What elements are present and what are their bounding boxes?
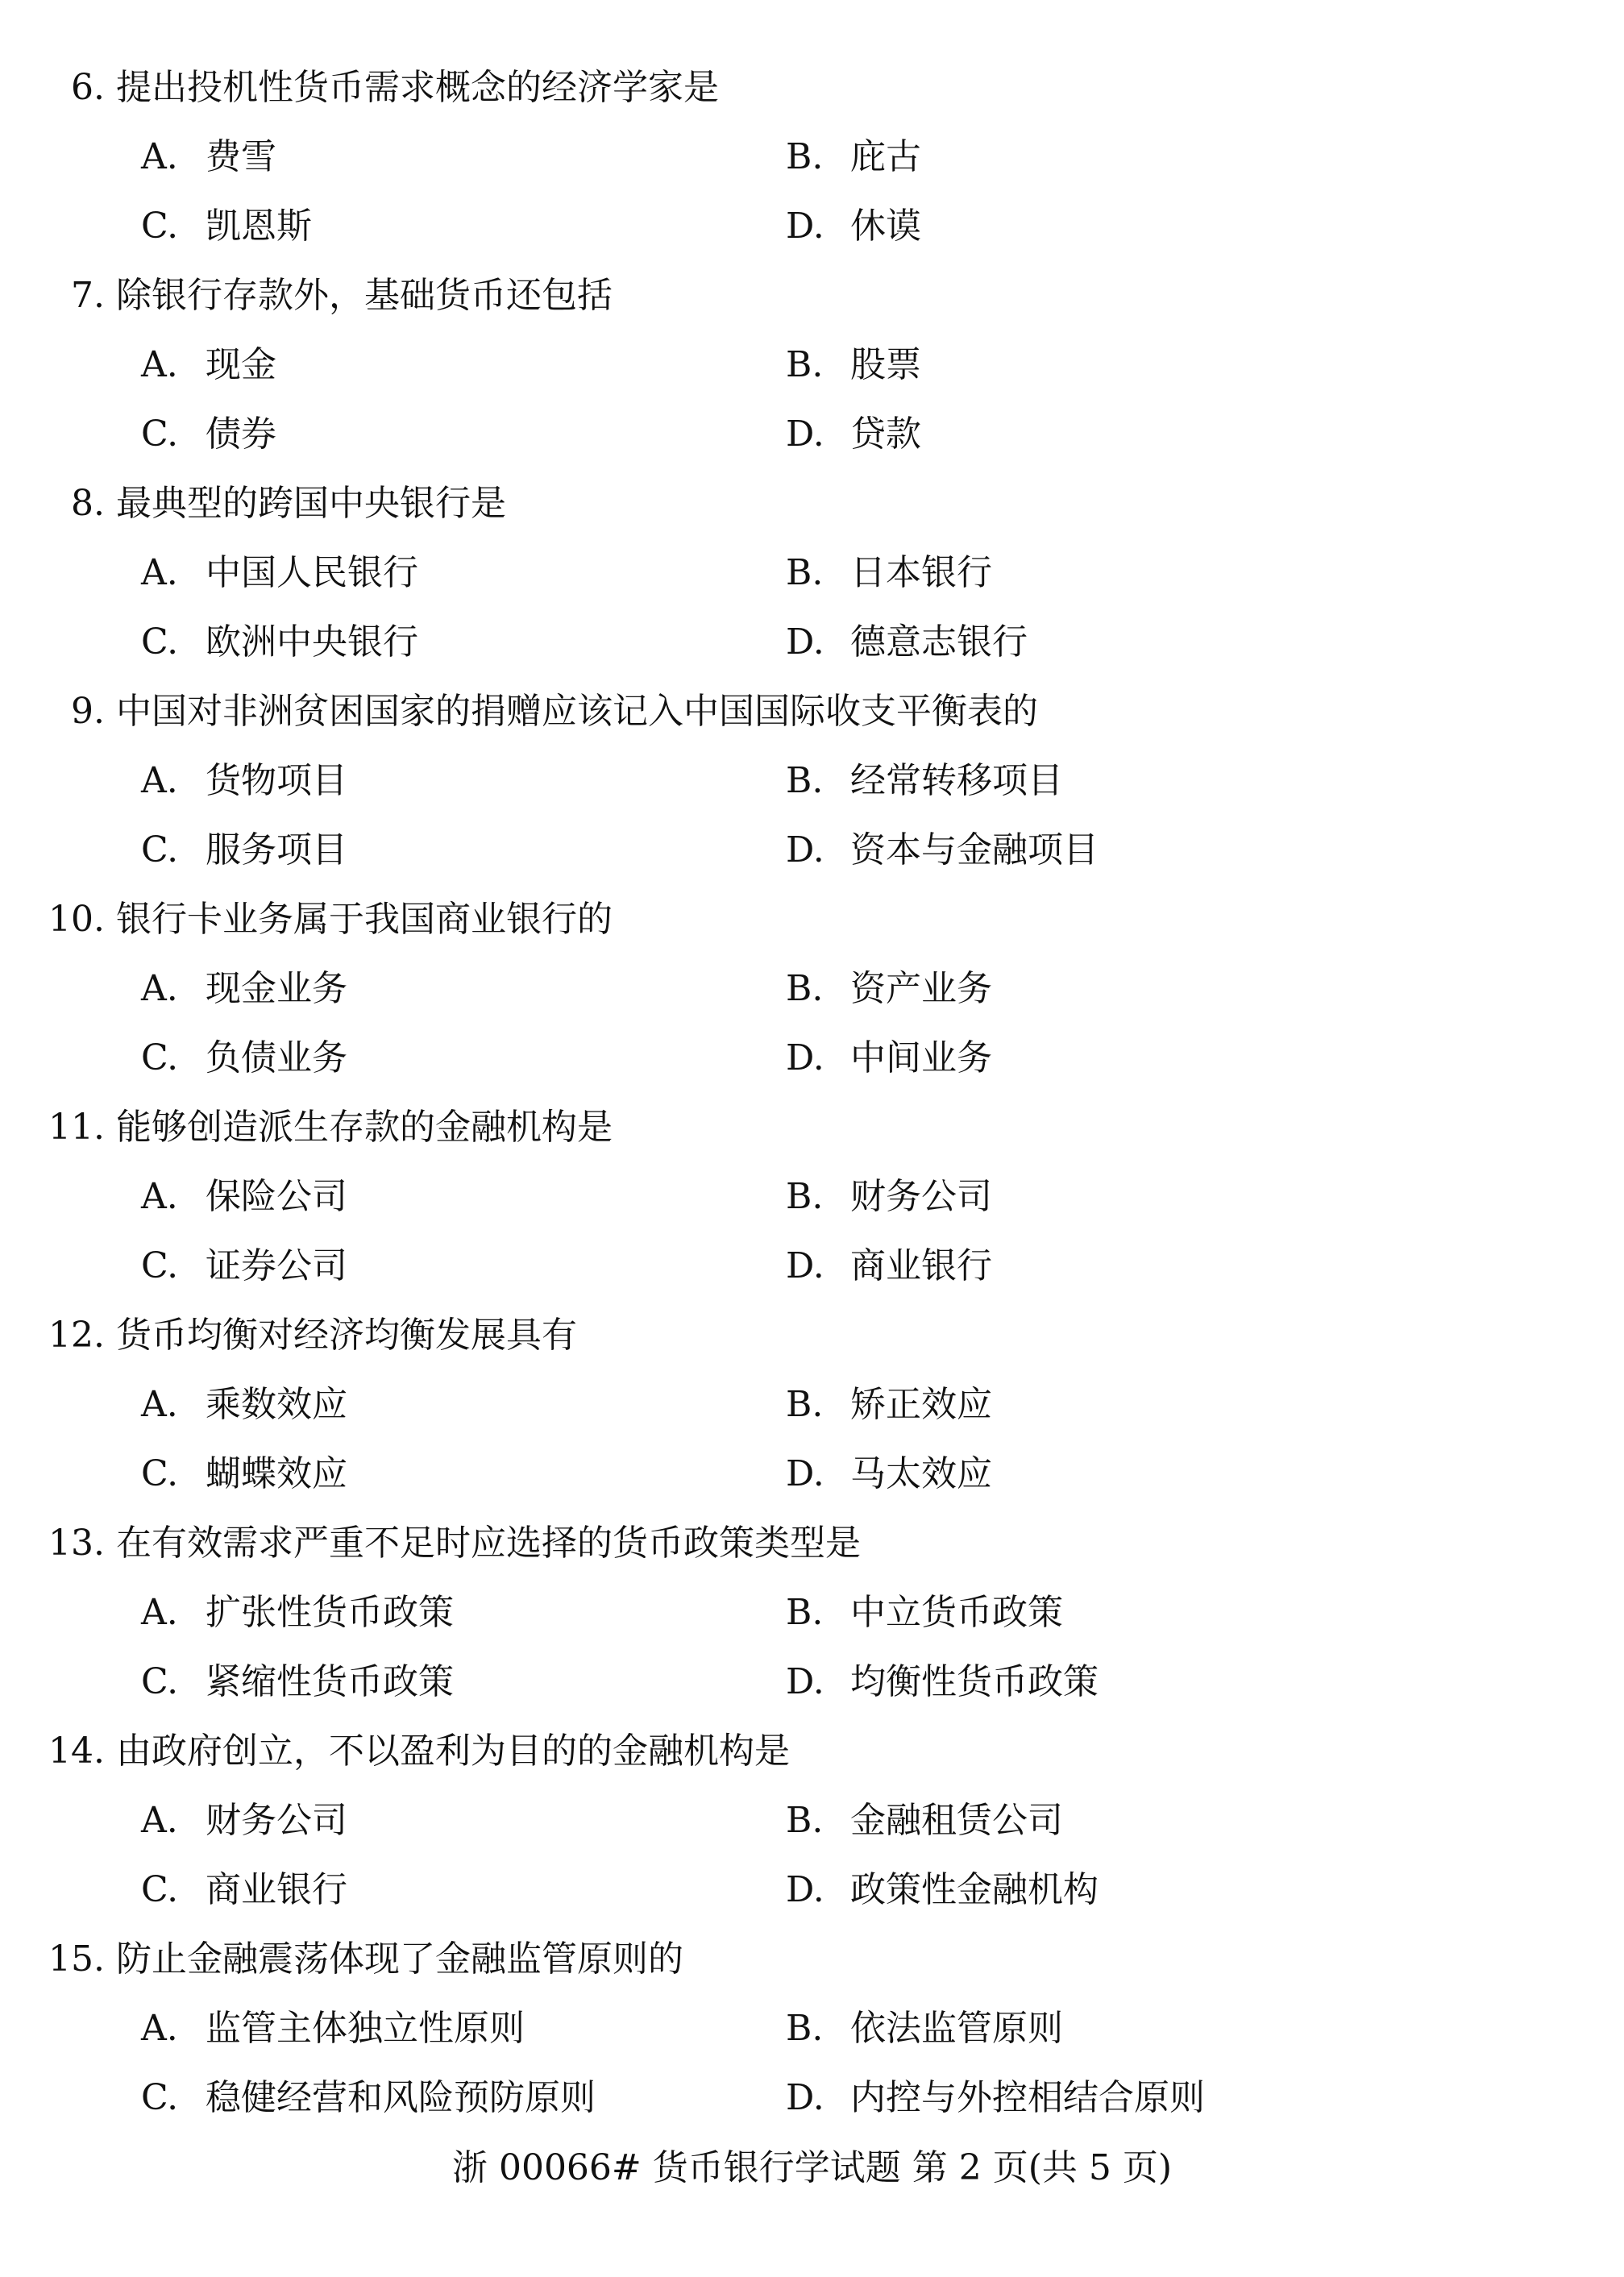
option-letter: A.: [141, 760, 178, 801]
option-text: 马太效应: [850, 1453, 992, 1494]
option-text: 矫正效应: [850, 1384, 992, 1425]
option-b: [786, 1578, 1063, 1648]
option-c: [141, 1648, 454, 1717]
question-stem: [48, 53, 719, 123]
option-c: [141, 2063, 596, 2133]
question-text: 提出投机性货币需求概念的经济学家是: [116, 67, 719, 108]
option-letter: D.: [786, 413, 824, 455]
question-text: 中国对非洲贫困国家的捐赠应该记入中国国际收支平衡表的: [116, 691, 1038, 732]
option-text: 休谟: [850, 206, 921, 247]
option-text: 现金业务: [206, 968, 347, 1009]
option-letter: A.: [141, 344, 178, 385]
option-letter: C.: [141, 2077, 179, 2118]
question-number: 8.: [71, 483, 105, 524]
option-letter: D.: [786, 1869, 824, 1910]
question-stem: [48, 1717, 790, 1786]
option-a: [141, 1786, 347, 1855]
option-letter: B.: [786, 344, 824, 385]
option-letter: C.: [141, 1869, 179, 1910]
question-number: 9.: [71, 691, 105, 732]
question-stem: [48, 1301, 577, 1370]
option-text: 欧洲中央银行: [206, 621, 418, 663]
option-c: [141, 608, 418, 677]
option-text: 中国人民银行: [206, 552, 418, 593]
question-number: 15.: [48, 1938, 105, 1980]
option-letter: A.: [141, 1176, 178, 1217]
option-c: [141, 1440, 347, 1509]
option-text: 商业银行: [206, 1869, 347, 1910]
option-text: 债券: [206, 413, 276, 455]
question-stem: [48, 1093, 613, 1162]
question-number: 12.: [48, 1315, 105, 1356]
option-text: 现金: [206, 344, 276, 385]
option-text: 经常转移项目: [850, 760, 1063, 801]
question-text: 防止金融震荡体现了金融监管原则的: [116, 1938, 683, 1980]
option-a: [141, 1994, 525, 2063]
option-text: 服务项目: [206, 829, 347, 870]
option-c: [141, 192, 312, 261]
option-text: 稳健经营和风险预防原则: [206, 2077, 596, 2118]
option-letter: B.: [786, 760, 824, 801]
option-letter: A.: [141, 1592, 178, 1633]
option-text: 扩张性货币政策: [206, 1592, 454, 1633]
option-a: [141, 1162, 347, 1232]
question-stem: [48, 261, 613, 330]
option-text: 财务公司: [850, 1176, 992, 1217]
option-letter: B.: [786, 968, 824, 1009]
option-text: 蝴蝶效应: [206, 1453, 347, 1494]
option-b: [786, 330, 921, 400]
option-text: 负债业务: [206, 1037, 347, 1078]
option-letter: D.: [786, 206, 824, 247]
question-number: 13.: [48, 1523, 105, 1564]
question-text: 由政府创立，不以盈利为目的的金融机构是: [116, 1731, 790, 1772]
option-text: 政策性金融机构: [850, 1869, 1099, 1910]
option-text: 资产业务: [850, 968, 992, 1009]
option-text: 监管主体独立性原则: [206, 2008, 525, 2049]
question-number: 14.: [48, 1731, 105, 1772]
option-letter: A.: [141, 968, 178, 1009]
option-d: [786, 1648, 1099, 1717]
footer-text: 浙 00066# 货币银行学试题 第 2 页(共 5 页): [451, 2147, 1173, 2188]
option-a: [141, 123, 276, 192]
option-letter: A.: [141, 136, 178, 177]
option-letter: A.: [141, 1800, 178, 1841]
question-text: 银行卡业务属于我国商业银行的: [116, 899, 613, 940]
option-d: [786, 400, 921, 469]
option-d: [786, 816, 1099, 885]
option-text: 保险公司: [206, 1176, 347, 1217]
option-c: [141, 1024, 347, 1093]
option-text: 中立货币政策: [850, 1592, 1063, 1633]
option-a: [141, 746, 347, 816]
question-stem: [48, 885, 613, 954]
option-text: 凯恩斯: [206, 206, 312, 247]
option-a: [141, 538, 418, 608]
option-letter: D.: [786, 621, 824, 663]
question-text: 能够创造派生存款的金融机构是: [116, 1107, 613, 1148]
option-letter: B.: [786, 552, 824, 593]
option-text: 财务公司: [206, 1800, 347, 1841]
option-a: [141, 1578, 454, 1648]
question-number: 10.: [48, 899, 105, 940]
page-footer: [0, 2140, 1624, 2196]
option-letter: C.: [141, 206, 179, 247]
option-text: 依法监管原则: [850, 2008, 1063, 2049]
option-d: [786, 1232, 992, 1301]
option-a: [141, 1370, 347, 1440]
option-letter: D.: [786, 829, 824, 870]
option-letter: B.: [786, 1800, 824, 1841]
question-stem: [48, 677, 1038, 746]
option-text: 均衡性货币政策: [850, 1661, 1099, 1702]
option-d: [786, 1855, 1099, 1925]
option-letter: A.: [141, 1384, 178, 1425]
option-b: [786, 1786, 1063, 1855]
option-letter: C.: [141, 829, 179, 870]
option-text: 证券公司: [206, 1245, 347, 1286]
option-letter: B.: [786, 136, 824, 177]
option-b: [786, 123, 921, 192]
option-letter: A.: [141, 2008, 178, 2049]
question-number: 6.: [71, 67, 105, 108]
option-text: 货物项目: [206, 760, 347, 801]
option-d: [786, 608, 1028, 677]
option-letter: B.: [786, 2008, 824, 2049]
option-letter: C.: [141, 413, 179, 455]
option-b: [786, 538, 992, 608]
option-letter: D.: [786, 1453, 824, 1494]
option-b: [786, 954, 992, 1024]
option-text: 中间业务: [850, 1037, 992, 1078]
question-stem: [48, 1925, 683, 1994]
question-number: 11.: [48, 1107, 105, 1148]
option-d: [786, 2063, 1205, 2133]
option-letter: C.: [141, 1037, 179, 1078]
option-letter: D.: [786, 2077, 824, 2118]
option-text: 贷款: [850, 413, 921, 455]
option-text: 日本银行: [850, 552, 992, 593]
question-stem: [48, 469, 506, 538]
option-letter: D.: [786, 1245, 824, 1286]
option-text: 德意志银行: [850, 621, 1028, 663]
option-c: [141, 400, 276, 469]
option-letter: D.: [786, 1661, 824, 1702]
option-letter: B.: [786, 1176, 824, 1217]
option-c: [141, 1855, 347, 1925]
option-b: [786, 1162, 992, 1232]
option-d: [786, 1024, 992, 1093]
option-letter: A.: [141, 552, 178, 593]
option-text: 股票: [850, 344, 921, 385]
option-text: 紧缩性货币政策: [206, 1661, 454, 1702]
option-a: [141, 330, 276, 400]
option-b: [786, 1370, 992, 1440]
question-text: 货币均衡对经济均衡发展具有: [116, 1315, 577, 1356]
question-text: 在有效需求严重不足时应选择的货币政策类型是: [116, 1523, 861, 1564]
option-c: [141, 816, 347, 885]
question-text: 除银行存款外，基础货币还包括: [116, 275, 613, 316]
option-letter: C.: [141, 621, 179, 663]
option-text: 商业银行: [850, 1245, 992, 1286]
option-b: [786, 746, 1063, 816]
option-text: 内控与外控相结合原则: [850, 2077, 1205, 2118]
question-number: 7.: [71, 275, 105, 316]
option-letter: B.: [786, 1384, 824, 1425]
option-letter: C.: [141, 1453, 179, 1494]
option-d: [786, 1440, 992, 1509]
question-stem: [48, 1509, 861, 1578]
option-c: [141, 1232, 347, 1301]
option-letter: C.: [141, 1245, 179, 1286]
option-letter: B.: [786, 1592, 824, 1633]
option-letter: C.: [141, 1661, 179, 1702]
question-text: 最典型的跨国中央银行是: [116, 483, 506, 524]
option-text: 庇古: [850, 136, 921, 177]
option-b: [786, 1994, 1063, 2063]
option-letter: D.: [786, 1037, 824, 1078]
option-d: [786, 192, 921, 261]
option-text: 乘数效应: [206, 1384, 347, 1425]
option-text: 资本与金融项目: [850, 829, 1099, 870]
option-text: 费雪: [206, 136, 276, 177]
option-a: [141, 954, 347, 1024]
option-text: 金融租赁公司: [850, 1800, 1063, 1841]
